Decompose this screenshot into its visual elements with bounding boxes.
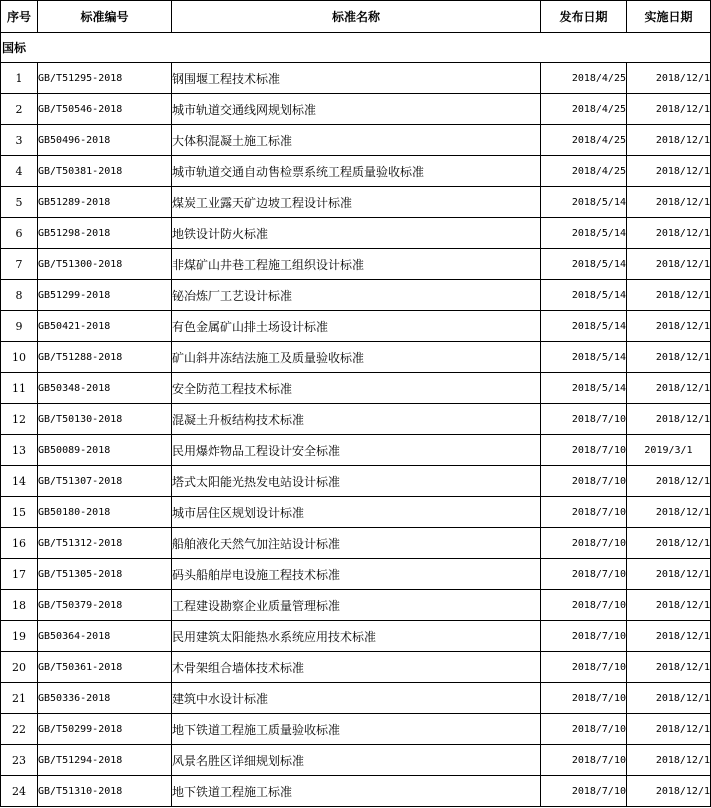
cell-name: 非煤矿山井巷工程施工组织设计标准 bbox=[172, 249, 541, 280]
cell-effective: 2018/12/1 bbox=[627, 373, 711, 404]
header-effective: 实施日期 bbox=[627, 1, 711, 33]
cell-effective: 2018/12/1 bbox=[627, 652, 711, 683]
cell-name: 地下铁道工程施工标准 bbox=[172, 776, 541, 807]
cell-no: 23 bbox=[1, 745, 38, 776]
cell-name: 建筑中水设计标准 bbox=[172, 683, 541, 714]
cell-effective: 2018/12/1 bbox=[627, 559, 711, 590]
cell-no: 16 bbox=[1, 528, 38, 559]
cell-name: 铋冶炼厂工艺设计标准 bbox=[172, 280, 541, 311]
cell-no: 14 bbox=[1, 466, 38, 497]
cell-published: 2018/7/10 bbox=[541, 404, 627, 435]
header-code: 标准编号 bbox=[38, 1, 172, 33]
cell-effective: 2018/12/1 bbox=[627, 63, 711, 94]
cell-effective: 2018/12/1 bbox=[627, 218, 711, 249]
cell-published: 2018/5/14 bbox=[541, 280, 627, 311]
cell-effective: 2018/12/1 bbox=[627, 621, 711, 652]
cell-effective: 2018/12/1 bbox=[627, 94, 711, 125]
cell-published: 2018/7/10 bbox=[541, 714, 627, 745]
cell-published: 2018/7/10 bbox=[541, 683, 627, 714]
cell-published: 2018/7/10 bbox=[541, 590, 627, 621]
table-row bbox=[1, 187, 711, 218]
cell-no: 13 bbox=[1, 435, 38, 466]
cell-no: 21 bbox=[1, 683, 38, 714]
cell-code: GB50364-2018 bbox=[38, 621, 172, 652]
table-row bbox=[1, 404, 711, 435]
cell-published: 2018/7/10 bbox=[541, 528, 627, 559]
cell-published: 2018/7/10 bbox=[541, 776, 627, 807]
cell-no: 6 bbox=[1, 218, 38, 249]
cell-name: 风景名胜区详细规划标准 bbox=[172, 745, 541, 776]
cell-code: GB/T50546-2018 bbox=[38, 94, 172, 125]
cell-code: GB50496-2018 bbox=[38, 125, 172, 156]
header-published: 发布日期 bbox=[541, 1, 627, 33]
cell-code: GB50336-2018 bbox=[38, 683, 172, 714]
header-row bbox=[1, 1, 711, 33]
cell-effective: 2018/12/1 bbox=[627, 125, 711, 156]
cell-name: 城市居住区规划设计标准 bbox=[172, 497, 541, 528]
cell-code: GB50180-2018 bbox=[38, 497, 172, 528]
table-row bbox=[1, 280, 711, 311]
cell-code: GB/T51300-2018 bbox=[38, 249, 172, 280]
table-row bbox=[1, 373, 711, 404]
header-name: 标准名称 bbox=[172, 1, 541, 33]
cell-no: 5 bbox=[1, 187, 38, 218]
cell-name: 钢围堰工程技术标准 bbox=[172, 63, 541, 94]
cell-code: GB50421-2018 bbox=[38, 311, 172, 342]
cell-effective: 2018/12/1 bbox=[627, 156, 711, 187]
table-row bbox=[1, 621, 711, 652]
section-row bbox=[1, 33, 711, 63]
cell-effective: 2018/12/1 bbox=[627, 590, 711, 621]
table-row bbox=[1, 218, 711, 249]
cell-code: GB/T51310-2018 bbox=[38, 776, 172, 807]
cell-published: 2018/5/14 bbox=[541, 249, 627, 280]
cell-code: GB/T51295-2018 bbox=[38, 63, 172, 94]
cell-code: GB51298-2018 bbox=[38, 218, 172, 249]
cell-code: GB/T50379-2018 bbox=[38, 590, 172, 621]
cell-name: 矿山斜井冻结法施工及质量验收标准 bbox=[172, 342, 541, 373]
cell-no: 11 bbox=[1, 373, 38, 404]
cell-no: 19 bbox=[1, 621, 38, 652]
cell-name: 有色金属矿山排土场设计标准 bbox=[172, 311, 541, 342]
cell-effective: 2019/3/1 bbox=[627, 435, 711, 466]
cell-name: 船舶液化天然气加注站设计标准 bbox=[172, 528, 541, 559]
cell-name: 大体积混凝土施工标准 bbox=[172, 125, 541, 156]
cell-no: 17 bbox=[1, 559, 38, 590]
cell-effective: 2018/12/1 bbox=[627, 776, 711, 807]
cell-published: 2018/5/14 bbox=[541, 218, 627, 249]
cell-no: 1 bbox=[1, 63, 38, 94]
cell-no: 3 bbox=[1, 125, 38, 156]
cell-no: 9 bbox=[1, 311, 38, 342]
cell-no: 7 bbox=[1, 249, 38, 280]
cell-name: 民用建筑太阳能热水系统应用技术标准 bbox=[172, 621, 541, 652]
cell-name: 工程建设勘察企业质量管理标准 bbox=[172, 590, 541, 621]
table-row bbox=[1, 63, 711, 94]
cell-name: 码头船舶岸电设施工程技术标准 bbox=[172, 559, 541, 590]
cell-published: 2018/7/10 bbox=[541, 559, 627, 590]
cell-name: 城市轨道交通线网规划标准 bbox=[172, 94, 541, 125]
cell-effective: 2018/12/1 bbox=[627, 714, 711, 745]
cell-code: GB/T50299-2018 bbox=[38, 714, 172, 745]
table-row bbox=[1, 776, 711, 807]
cell-code: GB/T50361-2018 bbox=[38, 652, 172, 683]
section-label: 国标 bbox=[1, 33, 711, 63]
table-row bbox=[1, 94, 711, 125]
cell-code: GB/T51312-2018 bbox=[38, 528, 172, 559]
cell-effective: 2018/12/1 bbox=[627, 187, 711, 218]
cell-published: 2018/7/10 bbox=[541, 652, 627, 683]
cell-published: 2018/5/14 bbox=[541, 342, 627, 373]
cell-effective: 2018/12/1 bbox=[627, 342, 711, 373]
cell-published: 2018/5/14 bbox=[541, 187, 627, 218]
cell-code: GB/T50381-2018 bbox=[38, 156, 172, 187]
table-row bbox=[1, 652, 711, 683]
cell-code: GB50348-2018 bbox=[38, 373, 172, 404]
cell-no: 8 bbox=[1, 280, 38, 311]
cell-published: 2018/4/25 bbox=[541, 63, 627, 94]
table-row bbox=[1, 311, 711, 342]
cell-effective: 2018/12/1 bbox=[627, 745, 711, 776]
cell-code: GB/T51288-2018 bbox=[38, 342, 172, 373]
table-row bbox=[1, 435, 711, 466]
cell-no: 4 bbox=[1, 156, 38, 187]
table-row bbox=[1, 590, 711, 621]
cell-published: 2018/4/25 bbox=[541, 125, 627, 156]
table-row bbox=[1, 683, 711, 714]
cell-no: 15 bbox=[1, 497, 38, 528]
table-row bbox=[1, 559, 711, 590]
cell-no: 24 bbox=[1, 776, 38, 807]
table-row bbox=[1, 497, 711, 528]
cell-no: 12 bbox=[1, 404, 38, 435]
cell-code: GB51289-2018 bbox=[38, 187, 172, 218]
cell-effective: 2018/12/1 bbox=[627, 280, 711, 311]
header-no: 序号 bbox=[1, 1, 38, 33]
cell-name: 民用爆炸物品工程设计安全标准 bbox=[172, 435, 541, 466]
cell-published: 2018/4/25 bbox=[541, 94, 627, 125]
cell-code: GB50089-2018 bbox=[38, 435, 172, 466]
cell-name: 地下铁道工程施工质量验收标准 bbox=[172, 714, 541, 745]
cell-published: 2018/7/10 bbox=[541, 745, 627, 776]
cell-published: 2018/7/10 bbox=[541, 621, 627, 652]
cell-published: 2018/4/25 bbox=[541, 156, 627, 187]
cell-published: 2018/5/14 bbox=[541, 311, 627, 342]
table-row bbox=[1, 156, 711, 187]
cell-no: 20 bbox=[1, 652, 38, 683]
cell-name: 城市轨道交通自动售检票系统工程质量验收标准 bbox=[172, 156, 541, 187]
cell-effective: 2018/12/1 bbox=[627, 683, 711, 714]
cell-effective: 2018/12/1 bbox=[627, 466, 711, 497]
table-body bbox=[1, 33, 711, 807]
cell-no: 18 bbox=[1, 590, 38, 621]
cell-published: 2018/5/14 bbox=[541, 373, 627, 404]
cell-name: 塔式太阳能光热发电站设计标准 bbox=[172, 466, 541, 497]
cell-published: 2018/7/10 bbox=[541, 497, 627, 528]
table-row bbox=[1, 249, 711, 280]
cell-no: 10 bbox=[1, 342, 38, 373]
cell-no: 22 bbox=[1, 714, 38, 745]
cell-effective: 2018/12/1 bbox=[627, 497, 711, 528]
cell-published: 2018/7/10 bbox=[541, 466, 627, 497]
cell-effective: 2018/12/1 bbox=[627, 311, 711, 342]
cell-name: 木骨架组合墙体技术标准 bbox=[172, 652, 541, 683]
table-row bbox=[1, 745, 711, 776]
cell-effective: 2018/12/1 bbox=[627, 404, 711, 435]
table-row bbox=[1, 125, 711, 156]
cell-published: 2018/7/10 bbox=[541, 435, 627, 466]
cell-code: GB/T51305-2018 bbox=[38, 559, 172, 590]
cell-name: 混凝土升板结构技术标准 bbox=[172, 404, 541, 435]
cell-name: 煤炭工业露天矿边坡工程设计标准 bbox=[172, 187, 541, 218]
cell-name: 地铁设计防火标准 bbox=[172, 218, 541, 249]
table-row bbox=[1, 714, 711, 745]
table-row bbox=[1, 466, 711, 497]
cell-effective: 2018/12/1 bbox=[627, 249, 711, 280]
cell-name: 安全防范工程技术标准 bbox=[172, 373, 541, 404]
cell-code: GB/T51307-2018 bbox=[38, 466, 172, 497]
cell-effective: 2018/12/1 bbox=[627, 528, 711, 559]
cell-no: 2 bbox=[1, 94, 38, 125]
cell-code: GB51299-2018 bbox=[38, 280, 172, 311]
cell-code: GB/T51294-2018 bbox=[38, 745, 172, 776]
table-row bbox=[1, 342, 711, 373]
table-row bbox=[1, 528, 711, 559]
cell-code: GB/T50130-2018 bbox=[38, 404, 172, 435]
